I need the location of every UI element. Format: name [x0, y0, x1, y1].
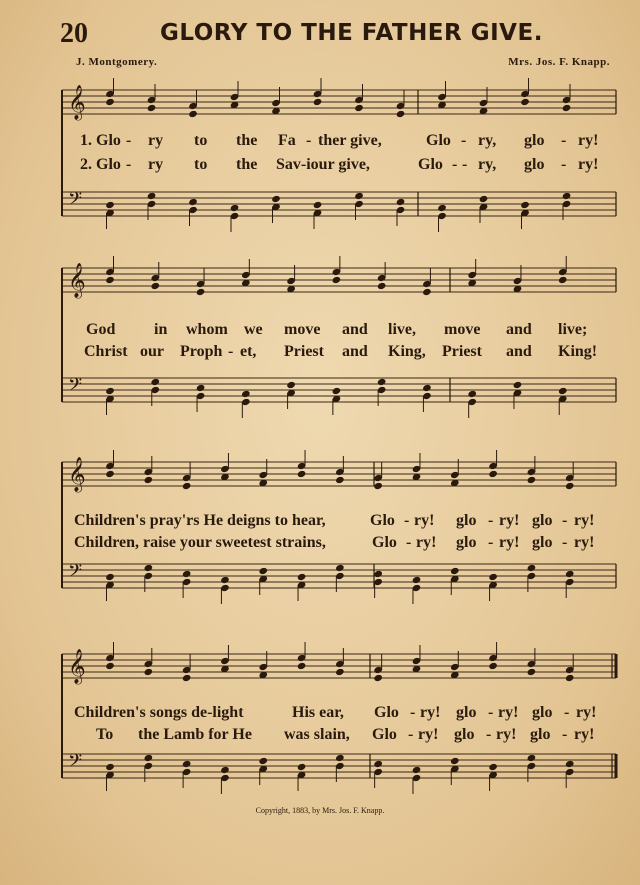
note-head — [297, 470, 307, 478]
lyric: - — [410, 704, 416, 721]
lyric: Children's songs de-light — [74, 704, 244, 721]
lyric: - — [408, 726, 414, 743]
lyric: ry, — [478, 156, 497, 173]
lyric: ry! — [414, 512, 435, 529]
music-system-3 — [58, 456, 623, 606]
lyric: Glo — [372, 726, 397, 743]
lyric: ry — [148, 132, 164, 149]
lyric: Sav-iour give, — [276, 156, 370, 173]
note-head — [182, 674, 192, 682]
note-head — [520, 98, 530, 106]
lyric: ry! — [416, 534, 437, 551]
note-head — [297, 763, 307, 771]
note-head — [196, 288, 206, 296]
composer-credit: Mrs. Jos. F. Knapp. — [508, 56, 610, 68]
treble-clef-icon: 𝄞 — [68, 263, 86, 298]
lyric: our — [140, 343, 164, 360]
note-head — [271, 195, 281, 203]
note-head — [105, 276, 115, 284]
note-head — [373, 760, 383, 768]
note-head — [450, 567, 460, 575]
lyric: Glo — [426, 132, 451, 149]
lyric: - — [461, 132, 467, 149]
lyric: Glo — [418, 156, 443, 173]
lyric: et, — [240, 343, 257, 360]
note-head — [562, 192, 572, 200]
note-head — [147, 104, 157, 112]
lyric: ther give, — [318, 132, 382, 149]
lyric: - — [561, 156, 567, 173]
lyric: King! — [558, 343, 598, 360]
lyric: move — [444, 321, 481, 338]
note-head — [105, 201, 115, 209]
lyric: ry! — [578, 156, 599, 173]
note-head — [335, 476, 345, 484]
note-head — [147, 192, 157, 200]
note-head — [437, 204, 447, 212]
note-head — [373, 674, 383, 682]
lyric: - — [488, 534, 494, 551]
lyric: Children, raise your sweetest strains, — [74, 534, 326, 551]
treble-clef-icon: 𝄞 — [68, 457, 86, 492]
note-head — [335, 754, 345, 762]
lyric: glo — [532, 704, 553, 721]
note-head — [230, 204, 240, 212]
lyric: ry — [148, 156, 164, 173]
bass-clef-icon: 𝄢 — [68, 751, 83, 776]
note-head — [258, 757, 268, 765]
lyric: the — [236, 156, 258, 173]
lyric: glo — [454, 726, 475, 743]
lyric: God — [86, 321, 116, 338]
staff-notation — [58, 456, 623, 606]
note-head — [335, 668, 345, 676]
lyricist-credit: J. Montgomery. — [76, 56, 158, 68]
copyright-notice: Copyright, 1883, by Mrs. Jos. F. Knapp. — [255, 806, 385, 815]
note-head — [488, 573, 498, 581]
lyric: - — [452, 156, 458, 173]
lyric: move — [284, 321, 321, 338]
lyric: ry! — [578, 132, 599, 149]
note-head — [527, 564, 537, 572]
note-head — [488, 662, 498, 670]
note-head — [105, 662, 115, 670]
lyric: - — [562, 512, 568, 529]
lyric: to — [194, 132, 208, 149]
treble-clef-icon: 𝄞 — [68, 85, 86, 120]
lyric: ry! — [418, 726, 439, 743]
lyric: was slain, — [284, 726, 350, 743]
lyric: Fa — [278, 132, 296, 149]
staff-notation — [58, 80, 623, 230]
lyric: 1. Glo — [80, 132, 121, 149]
note-head — [105, 573, 115, 581]
page-number: 20 — [60, 18, 88, 49]
note-head — [558, 387, 568, 395]
note-head — [196, 384, 206, 392]
lyric: - — [404, 512, 410, 529]
note-head — [488, 763, 498, 771]
lyric: and — [342, 343, 368, 360]
note-head — [450, 757, 460, 765]
lyric: - — [126, 132, 132, 149]
lyric: live, — [388, 321, 416, 338]
lyric: whom — [186, 321, 228, 338]
note-head — [332, 387, 342, 395]
note-head — [297, 662, 307, 670]
lyric: ry! — [576, 704, 597, 721]
note-head — [412, 766, 422, 774]
lyric: - — [564, 704, 570, 721]
note-head — [412, 576, 422, 584]
lyric: ry! — [499, 512, 520, 529]
lyric: glo — [456, 534, 477, 551]
lyric: ry! — [574, 512, 595, 529]
note-head — [105, 387, 115, 395]
note-head — [144, 564, 154, 572]
bass-clef-icon: 𝄢 — [68, 561, 83, 586]
lyric: - — [126, 156, 132, 173]
lyric: - — [462, 156, 468, 173]
note-head — [527, 754, 537, 762]
note-head — [220, 766, 230, 774]
note-head — [144, 668, 154, 676]
lyric: glo — [530, 726, 551, 743]
note-head — [354, 192, 364, 200]
lyric: - — [488, 512, 494, 529]
lyric: glo — [532, 512, 553, 529]
note-head — [105, 763, 115, 771]
note-head — [335, 564, 345, 572]
lyric: His ear, — [292, 704, 344, 721]
lyric: Priest — [284, 343, 324, 360]
lyric: - — [562, 726, 568, 743]
note-head — [513, 381, 523, 389]
lyric: ry! — [499, 534, 520, 551]
note-head — [188, 198, 198, 206]
note-head — [354, 104, 364, 112]
note-head — [565, 674, 575, 682]
note-head — [467, 390, 477, 398]
note-head — [527, 668, 537, 676]
note-head — [422, 288, 432, 296]
lyric: To — [96, 726, 114, 743]
music-system-4 — [58, 646, 623, 796]
note-head — [313, 98, 323, 106]
lyric: - — [488, 704, 494, 721]
lyric: and — [342, 321, 368, 338]
treble-clef-icon: 𝄞 — [68, 649, 86, 684]
note-head — [286, 381, 296, 389]
note-head — [332, 276, 342, 284]
lyric: Glo — [374, 704, 399, 721]
note-head — [377, 282, 387, 290]
bass-clef-icon: 𝄢 — [68, 189, 83, 214]
lyric: - — [228, 343, 234, 360]
note-head — [105, 98, 115, 106]
lyric: King, — [388, 343, 426, 360]
lyric: - — [406, 534, 412, 551]
lyric: we — [244, 321, 263, 338]
note-head — [297, 573, 307, 581]
lyric: in — [154, 321, 168, 338]
note-head — [373, 482, 383, 490]
lyric: ry! — [496, 726, 517, 743]
note-head — [313, 201, 323, 209]
note-head — [241, 390, 251, 398]
note-head — [396, 198, 406, 206]
note-head — [479, 195, 489, 203]
lyric: - — [486, 726, 492, 743]
note-head — [565, 760, 575, 768]
lyric: Children's pray'rs He deigns to hear, — [74, 512, 326, 529]
note-head — [105, 470, 115, 478]
note-head — [488, 470, 498, 478]
note-head — [150, 282, 160, 290]
note-head — [144, 476, 154, 484]
lyric: live; — [558, 321, 588, 338]
note-head — [182, 760, 192, 768]
note-head — [150, 378, 160, 386]
music-system-2 — [58, 263, 623, 418]
note-head — [182, 570, 192, 578]
lyric: Glo — [372, 534, 397, 551]
bass-clef-icon: 𝄢 — [68, 375, 83, 400]
lyric: glo — [532, 534, 553, 551]
lyric: and — [506, 343, 532, 360]
music-system-1 — [58, 80, 623, 230]
lyric: Priest — [442, 343, 482, 360]
lyric: Proph — [180, 343, 223, 360]
note-head — [258, 567, 268, 575]
lyric: and — [506, 321, 532, 338]
note-head — [565, 570, 575, 578]
lyric: ry! — [574, 726, 595, 743]
lyric: - — [306, 132, 312, 149]
lyric: glo — [456, 704, 477, 721]
note-head — [565, 482, 575, 490]
note-head — [220, 576, 230, 584]
lyric: to — [194, 156, 208, 173]
lyric: ry! — [498, 704, 519, 721]
hymn-title: GLORY TO THE FATHER GIVE. — [160, 20, 543, 46]
lyric: 2. Glo — [80, 156, 121, 173]
note-head — [188, 110, 198, 118]
lyric: - — [561, 132, 567, 149]
lyric: the Lamb for He — [138, 726, 252, 743]
lyric: glo — [456, 512, 477, 529]
lyric: ry! — [420, 704, 441, 721]
note-head — [396, 110, 406, 118]
lyric: - — [562, 534, 568, 551]
note-head — [520, 201, 530, 209]
lyric: the — [236, 132, 258, 149]
note-head — [422, 384, 432, 392]
lyric: glo — [524, 156, 545, 173]
note-head — [182, 482, 192, 490]
lyric: glo — [524, 132, 545, 149]
note-head — [527, 476, 537, 484]
lyric: ry! — [574, 534, 595, 551]
note-head — [562, 104, 572, 112]
note-head — [373, 570, 383, 578]
lyric: Christ — [84, 343, 128, 360]
note-head — [144, 754, 154, 762]
lyric: ry, — [478, 132, 497, 149]
note-head — [558, 276, 568, 284]
note-head — [377, 378, 387, 386]
lyric: Glo — [370, 512, 395, 529]
